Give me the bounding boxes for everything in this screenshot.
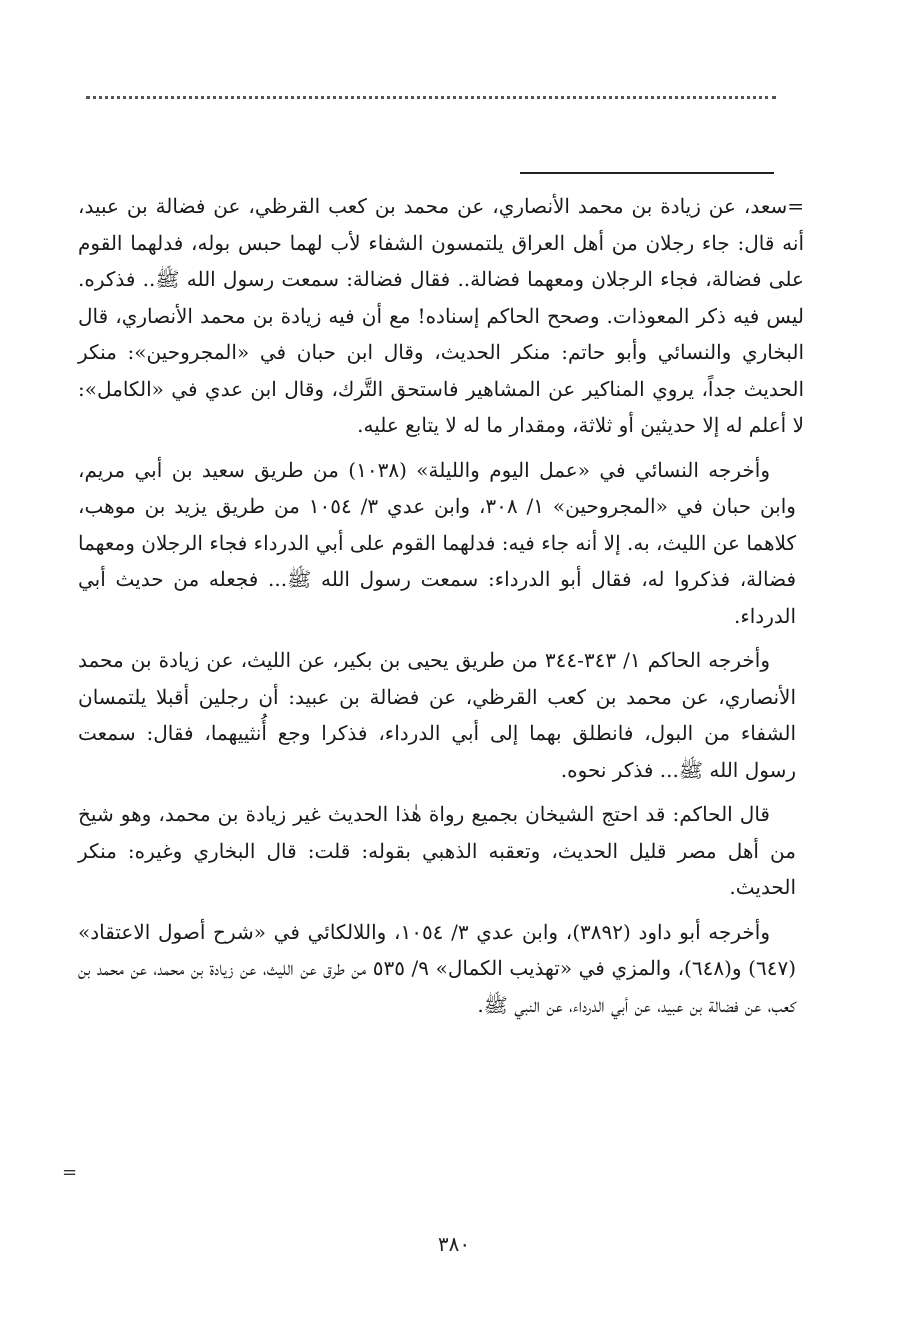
continuation-mark: = (62, 1162, 78, 1183)
footnote-paragraph-1: =سعد، عن زيادة بن محمد الأنصاري، عن محمد بن كعب القرظي، عن فضالة بن عبيد، أنه قال: جاء رجلان من أهل العراق يلتمسون الشفاء لأب لهما حبس بوله، فدلهما القوم على فضالة، فجاء الرجلان ومعهما فضالة.. فقال فضالة: سمعت رسول الله ﷺ.. فذكره. ليس فيه ذكر المعوذات. وصحح الحاكم إسناده! مع أن فيه زيادة بن محمد الأنصاري، قال البخاري والنسائي وأبو حاتم: منكر الحديث، وقال ابن حبان في «المجروحين»: منكر الحديث جداً، يروي المناكير عن المشاهير فاستحق التَّرك، وقال ابن عدي في «الكامل»: لا أعلم له إلا حديثين أو ثلاثة، ومقدار ما له لا يتابع عليه. (78, 194, 804, 437)
footnote-paragraph-5: وأخرجه أبو داود (٣٨٩٢)، وابن عدي ٣/ ١٠٥٤، واللالكائي في «شرح أصول الاعتقاد» (٦٤٧) و(٦٤٨)، والمزي في «تهذيب الكمال» ٩/ ٥٣٥ من طرق عن الليث، عن زيادة بن محمد، عن محمد بن كعب، عن فضالة بن عبيد، عن أبي الدرداء، عن النبي ﷺ. (78, 919, 796, 1017)
page-number: ٣٨٠ (437, 1232, 471, 1256)
footnote-paragraph-3: وأخرجه الحاكم ١/ ٣٤٣-٣٤٤ من طريق يحيى بن بكير، عن الليث، عن زيادة بن محمد الأنصاري، عن محمد بن كعب القرظي، عن فضالة بن عبيد: أن رجلين أقبلا يلتمسان الشفاء من البول، فانطلق بهما إلى أبي الدرداء، فذكرا وجع أُنثييهما، فقال: سمعت رسول الله ﷺ... فذكر نحوه. (78, 648, 796, 782)
footnote-paragraph-2: وأخرجه النسائي في «عمل اليوم والليلة» (١٠٣٨) من طريق سعيد بن أبي مريم، وابن حبان في «المجروحين» ١/ ٣٠٨، وابن عدي ٣/ ١٠٥٤ من طريق يزيد بن موهب، كلاهما عن الليث، به. إلا أنه جاء فيه: فدلهما القوم على أبي الدرداء فجاء الرجلان ومعهما فضالة، فذكروا له، فقال أبو الدرداء: سمعت رسول الله ﷺ... فجعله من حديث أبي الدرداء. (78, 457, 796, 628)
footnote-paragraph-4: قال الحاكم: قد احتج الشيخان بجميع رواة هٰذا الحديث غير زيادة بن محمد، وهو شيخ من أهل مصر قليل الحديث، وتعقبه الذهبي بقوله: قلت: قال البخاري وغيره: منكر الحديث. (78, 802, 796, 899)
footnote-text-block (78, 188, 804, 1031)
footnote-separator-rule (520, 172, 774, 174)
header-dotted-rule (86, 96, 776, 107)
